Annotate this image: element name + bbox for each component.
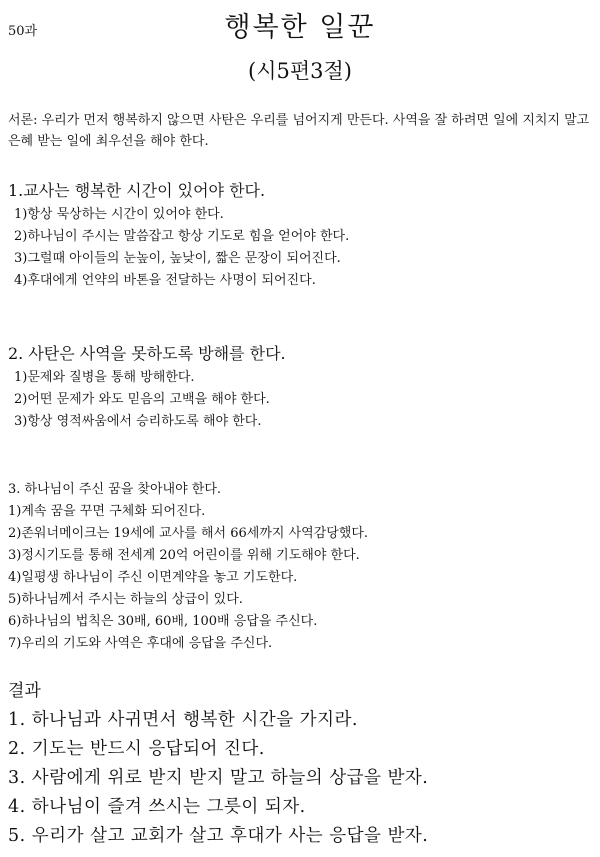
result-item: 1. 하나님과 사귀면서 행복한 시간을 가지라. bbox=[8, 710, 358, 730]
result-item: 3. 사람에게 위로 받지 받지 말고 하늘의 상급을 받자. bbox=[8, 768, 429, 788]
intro-paragraph: 서론: 우리가 먼저 행복하지 않으면 사탄은 우리를 넘어지게 만든다. 사역을 잘 하려면 일에 지치지 말고 은혜 받는 일에 최우선을 해야 한다. bbox=[8, 113, 590, 149]
section-heading: 3. 하나님이 주신 꿈을 찾아내야 한다. bbox=[8, 482, 222, 497]
list-item: 6)하나님의 법칙은 30배, 60배, 100배 응답을 주신다. bbox=[8, 614, 318, 629]
lesson-number: 50과 bbox=[8, 24, 38, 39]
result-item: 2. 기도는 반드시 응답되어 진다. bbox=[8, 739, 265, 759]
section-heading: 2. 사탄은 사역을 못하도록 방해를 한다. bbox=[8, 344, 286, 363]
scripture-reference: (시5편3절) bbox=[248, 59, 352, 83]
list-item: 2)하나님이 주시는 말씀잡고 항상 기도로 힘을 얻어야 한다. bbox=[14, 229, 350, 244]
list-item: 3)정시기도를 통해 전세계 20억 어린이를 위해 기도해야 한다. bbox=[8, 548, 360, 563]
list-item: 2)존워너메이크는 19세에 교사를 해서 66세까지 사역감당했다. bbox=[8, 526, 369, 541]
list-item: 5)하나님께서 주시는 하늘의 상급이 있다. bbox=[8, 592, 243, 607]
list-item: 4)후대에게 언약의 바톤을 전달하는 사명이 되어진다. bbox=[14, 273, 316, 288]
section-3 bbox=[8, 479, 594, 655]
page-title: 행복한 일꾼 bbox=[224, 12, 376, 43]
list-item: 1)문제와 질병을 통해 방해한다. bbox=[14, 370, 195, 385]
list-item: 4)일평생 하나님이 주신 이면계약을 놓고 기도한다. bbox=[8, 570, 298, 585]
result-item: 4. 하나님이 즐겨 쓰시는 그릇이 되자. bbox=[8, 797, 306, 817]
result-item: 5. 우리가 살고 교회가 살고 후대가 사는 응답을 받자. bbox=[8, 826, 429, 846]
list-item: 1)항상 묵상하는 시간이 있어야 한다. bbox=[14, 207, 224, 222]
list-item: 7)우리의 기도와 사역은 후대에 응답을 주신다. bbox=[8, 636, 273, 651]
result-heading: 결과 bbox=[8, 681, 41, 701]
list-item: 3)그럴때 아이들의 눈높이, 높낮이, 짧은 문장이 되어진다. bbox=[14, 251, 341, 266]
section-2 bbox=[8, 341, 594, 433]
section-heading: 1.교사는 행복한 시간이 있어야 한다. bbox=[8, 181, 266, 200]
result-section bbox=[8, 677, 594, 851]
section-1 bbox=[8, 178, 594, 292]
list-item: 3)항상 영적싸움에서 승리하도록 해야 한다. bbox=[14, 414, 262, 429]
list-item: 2)어떤 문제가 와도 믿음의 고백을 해야 한다. bbox=[14, 392, 270, 407]
list-item: 1)계속 꿈을 꾸면 구체화 되어진다. bbox=[8, 504, 206, 519]
